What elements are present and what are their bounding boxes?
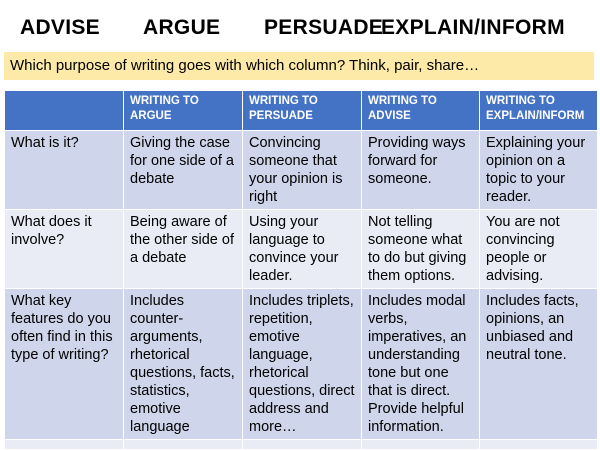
row-question: What key features do you often find in this type of writing? [5,289,124,440]
table-row [5,210,598,289]
header-explain-inform: WRITING TO EXPLAIN/INFORM [480,91,598,131]
cell-advise: Not telling someone what to do but giving them options. [362,210,480,289]
empty-cell [5,440,124,450]
writing-purposes-table [4,90,598,450]
cell-argue: Giving the case for one side of a debate [124,131,243,210]
cell-explain-inform: You are not convincing people or advising. [480,210,598,289]
empty-cell [124,440,243,450]
heading-explain-inform: EXPLAIN/INFORM [381,16,565,39]
cell-argue: Includes counter-arguments, rhetorical questions, facts, statistics, emotive language [124,289,243,440]
row-question: What is it? [5,131,124,210]
cell-persuade: Includes triplets, repetition, emotive language, rhetorical questions, direct address and more… [243,289,362,440]
header-blank [5,91,124,131]
table-row-empty [5,440,598,450]
heading-persuade: PERSUADE [264,16,384,39]
heading-argue: ARGUE [143,16,221,39]
header-argue: WRITING TO ARGUE [124,91,243,131]
heading-advise: ADVISE [20,16,100,39]
empty-cell [480,440,598,450]
cell-explain-inform: Explaining your opinion on a topic to your reader. [480,131,598,210]
cell-explain-inform: Includes facts, opinions, an unbiased and neutral tone. [480,289,598,440]
cell-advise: Includes modal verbs, imperatives, an understanding tone but one that is direct. Provide helpful information. [362,289,480,440]
cell-persuade: Convincing someone that your opinion is right [243,131,362,210]
cell-persuade: Using your language to convince your leader. [243,210,362,289]
task-prompt: Which purpose of writing goes with which column? Think, pair, share… [4,52,594,80]
empty-cell [243,440,362,450]
cell-advise: Providing ways forward for someone. [362,131,480,210]
row-question: What does it involve? [5,210,124,289]
cell-argue: Being aware of the other side of a debate [124,210,243,289]
table-row [5,131,598,210]
purpose-headings [0,16,600,42]
table-header-row [5,91,598,131]
header-advise: WRITING TO ADVISE [362,91,480,131]
table-row [5,289,598,440]
header-persuade: WRITING TO PERSUADE [243,91,362,131]
empty-cell [362,440,480,450]
